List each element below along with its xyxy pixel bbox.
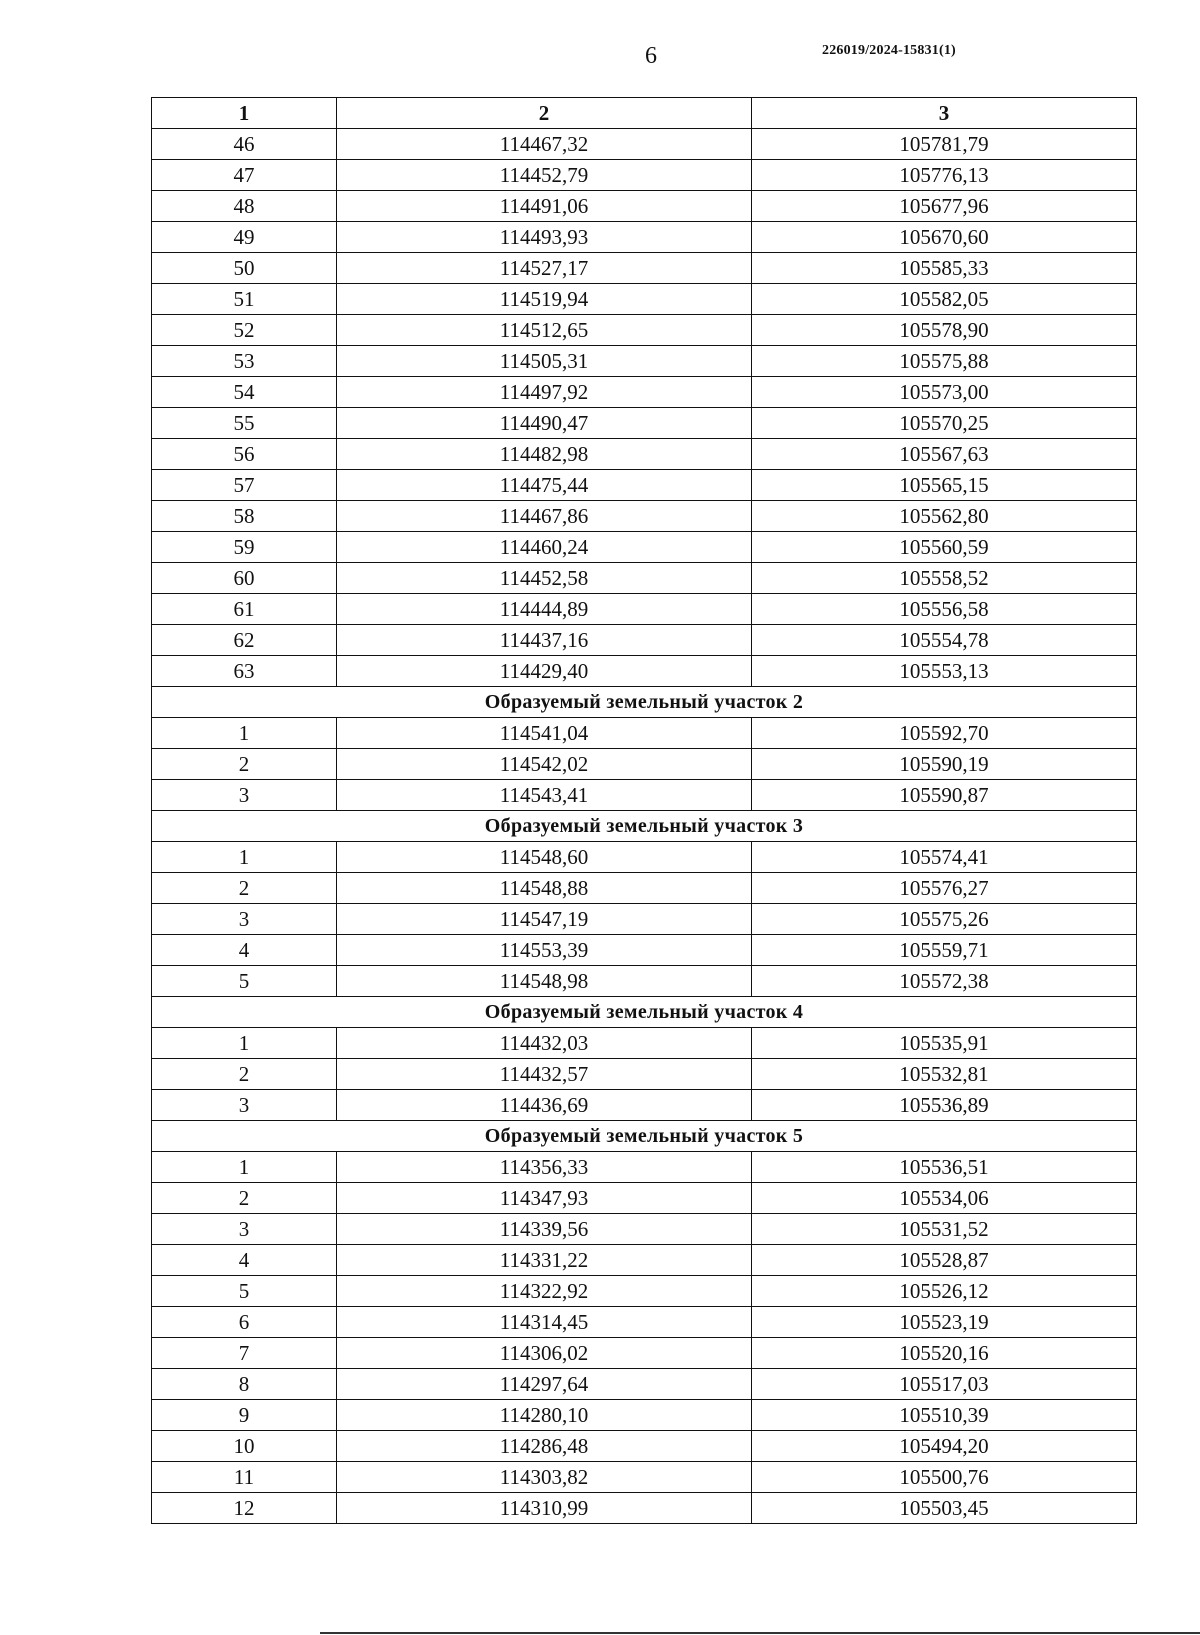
table-row <box>152 129 1137 160</box>
table-row <box>152 718 1137 749</box>
y-coordinate-cell: 105567,63 <box>752 439 1137 470</box>
table-row <box>152 966 1137 997</box>
y-coordinate-cell: 105585,33 <box>752 253 1137 284</box>
footer-rule <box>320 1632 1200 1634</box>
point-number-cell: 1 <box>152 842 337 873</box>
table-row <box>152 532 1137 563</box>
table-row <box>152 1462 1137 1493</box>
point-number-cell: 46 <box>152 129 337 160</box>
table-row <box>152 160 1137 191</box>
point-number-cell: 49 <box>152 222 337 253</box>
point-number-cell: 55 <box>152 408 337 439</box>
x-coordinate-cell: 114280,10 <box>337 1400 752 1431</box>
y-coordinate-cell: 105510,39 <box>752 1400 1137 1431</box>
point-number-cell: 9 <box>152 1400 337 1431</box>
table-row <box>152 377 1137 408</box>
table-row <box>152 439 1137 470</box>
point-number-cell: 52 <box>152 315 337 346</box>
y-coordinate-cell: 105553,13 <box>752 656 1137 687</box>
y-coordinate-cell: 105558,52 <box>752 563 1137 594</box>
y-coordinate-cell: 105534,06 <box>752 1183 1137 1214</box>
x-coordinate-cell: 114491,06 <box>337 191 752 222</box>
point-number-cell: 8 <box>152 1369 337 1400</box>
table-row <box>152 222 1137 253</box>
y-coordinate-cell: 105565,15 <box>752 470 1137 501</box>
y-coordinate-cell: 105535,91 <box>752 1028 1137 1059</box>
table-row <box>152 408 1137 439</box>
x-coordinate-cell: 114512,65 <box>337 315 752 346</box>
x-coordinate-cell: 114467,86 <box>337 501 752 532</box>
point-number-cell: 48 <box>152 191 337 222</box>
table-row <box>152 1400 1137 1431</box>
x-coordinate-cell: 114444,89 <box>337 594 752 625</box>
point-number-cell: 2 <box>152 749 337 780</box>
table-row <box>152 656 1137 687</box>
y-coordinate-cell: 105574,41 <box>752 842 1137 873</box>
section-header-row <box>152 687 1137 718</box>
table-row <box>152 284 1137 315</box>
x-coordinate-cell: 114548,88 <box>337 873 752 904</box>
y-coordinate-cell: 105582,05 <box>752 284 1137 315</box>
x-coordinate-cell: 114452,79 <box>337 160 752 191</box>
x-coordinate-cell: 114436,69 <box>337 1090 752 1121</box>
table-header <box>152 98 1137 129</box>
table-row <box>152 873 1137 904</box>
y-coordinate-cell: 105556,58 <box>752 594 1137 625</box>
table-row <box>152 842 1137 873</box>
coordinates-table <box>151 97 1137 1524</box>
table-row <box>152 253 1137 284</box>
point-number-cell: 1 <box>152 1152 337 1183</box>
table-row <box>152 1028 1137 1059</box>
x-coordinate-cell: 114553,39 <box>337 935 752 966</box>
y-coordinate-cell: 105590,87 <box>752 780 1137 811</box>
point-number-cell: 59 <box>152 532 337 563</box>
point-number-cell: 53 <box>152 346 337 377</box>
table-row <box>152 594 1137 625</box>
point-number-cell: 2 <box>152 1059 337 1090</box>
point-number-cell: 50 <box>152 253 337 284</box>
point-number-cell: 58 <box>152 501 337 532</box>
point-number-cell: 5 <box>152 1276 337 1307</box>
x-coordinate-cell: 114347,93 <box>337 1183 752 1214</box>
y-coordinate-cell: 105776,13 <box>752 160 1137 191</box>
y-coordinate-cell: 105562,80 <box>752 501 1137 532</box>
x-coordinate-cell: 114467,32 <box>337 129 752 160</box>
y-coordinate-cell: 105531,52 <box>752 1214 1137 1245</box>
y-coordinate-cell: 105520,16 <box>752 1338 1137 1369</box>
point-number-cell: 51 <box>152 284 337 315</box>
x-coordinate-cell: 114331,22 <box>337 1245 752 1276</box>
point-number-cell: 56 <box>152 439 337 470</box>
x-coordinate-cell: 114542,02 <box>337 749 752 780</box>
x-coordinate-cell: 114493,93 <box>337 222 752 253</box>
table-row <box>152 1493 1137 1524</box>
x-coordinate-cell: 114505,31 <box>337 346 752 377</box>
y-coordinate-cell: 105532,81 <box>752 1059 1137 1090</box>
table-row <box>152 501 1137 532</box>
x-coordinate-cell: 114322,92 <box>337 1276 752 1307</box>
y-coordinate-cell: 105575,88 <box>752 346 1137 377</box>
section-title: Образуемый земельный участок 5 <box>152 1121 1137 1152</box>
y-coordinate-cell: 105523,19 <box>752 1307 1137 1338</box>
table-row <box>152 1276 1137 1307</box>
point-number-cell: 3 <box>152 1214 337 1245</box>
x-coordinate-cell: 114548,98 <box>337 966 752 997</box>
column-header-y: 3 <box>752 98 1137 129</box>
y-coordinate-cell: 105576,27 <box>752 873 1137 904</box>
point-number-cell: 11 <box>152 1462 337 1493</box>
point-number-cell: 7 <box>152 1338 337 1369</box>
column-header-point: 1 <box>152 98 337 129</box>
table-row <box>152 1059 1137 1090</box>
x-coordinate-cell: 114314,45 <box>337 1307 752 1338</box>
table-row <box>152 346 1137 377</box>
y-coordinate-cell: 105781,79 <box>752 129 1137 160</box>
section-header-row <box>152 997 1137 1028</box>
section-title: Образуемый земельный участок 4 <box>152 997 1137 1028</box>
x-coordinate-cell: 114286,48 <box>337 1431 752 1462</box>
point-number-cell: 4 <box>152 935 337 966</box>
table-row <box>152 1369 1137 1400</box>
x-coordinate-cell: 114310,99 <box>337 1493 752 1524</box>
table-row <box>152 1183 1137 1214</box>
y-coordinate-cell: 105503,45 <box>752 1493 1137 1524</box>
section-header-row <box>152 811 1137 842</box>
y-coordinate-cell: 105670,60 <box>752 222 1137 253</box>
point-number-cell: 3 <box>152 1090 337 1121</box>
x-coordinate-cell: 114306,02 <box>337 1338 752 1369</box>
y-coordinate-cell: 105536,51 <box>752 1152 1137 1183</box>
table-body <box>152 129 1137 1524</box>
table-row <box>152 1152 1137 1183</box>
table-header-row <box>152 98 1137 129</box>
y-coordinate-cell: 105559,71 <box>752 935 1137 966</box>
column-header-x: 2 <box>337 98 752 129</box>
y-coordinate-cell: 105590,19 <box>752 749 1137 780</box>
point-number-cell: 10 <box>152 1431 337 1462</box>
x-coordinate-cell: 114548,60 <box>337 842 752 873</box>
point-number-cell: 63 <box>152 656 337 687</box>
y-coordinate-cell: 105554,78 <box>752 625 1137 656</box>
x-coordinate-cell: 114339,56 <box>337 1214 752 1245</box>
y-coordinate-cell: 105517,03 <box>752 1369 1137 1400</box>
x-coordinate-cell: 114452,58 <box>337 563 752 594</box>
x-coordinate-cell: 114437,16 <box>337 625 752 656</box>
table-row <box>152 563 1137 594</box>
x-coordinate-cell: 114460,24 <box>337 532 752 563</box>
point-number-cell: 5 <box>152 966 337 997</box>
point-number-cell: 61 <box>152 594 337 625</box>
x-coordinate-cell: 114497,92 <box>337 377 752 408</box>
table-row <box>152 749 1137 780</box>
x-coordinate-cell: 114432,57 <box>337 1059 752 1090</box>
table-row <box>152 1090 1137 1121</box>
x-coordinate-cell: 114527,17 <box>337 253 752 284</box>
y-coordinate-cell: 105500,76 <box>752 1462 1137 1493</box>
table-row <box>152 625 1137 656</box>
y-coordinate-cell: 105592,70 <box>752 718 1137 749</box>
table-row <box>152 1214 1137 1245</box>
y-coordinate-cell: 105578,90 <box>752 315 1137 346</box>
x-coordinate-cell: 114519,94 <box>337 284 752 315</box>
point-number-cell: 54 <box>152 377 337 408</box>
table-row <box>152 1431 1137 1462</box>
x-coordinate-cell: 114475,44 <box>337 470 752 501</box>
y-coordinate-cell: 105570,25 <box>752 408 1137 439</box>
x-coordinate-cell: 114297,64 <box>337 1369 752 1400</box>
section-header-row <box>152 1121 1137 1152</box>
y-coordinate-cell: 105528,87 <box>752 1245 1137 1276</box>
document-number: 226019/2024-15831(1) <box>822 43 956 58</box>
point-number-cell: 1 <box>152 718 337 749</box>
point-number-cell: 60 <box>152 563 337 594</box>
point-number-cell: 4 <box>152 1245 337 1276</box>
point-number-cell: 1 <box>152 1028 337 1059</box>
y-coordinate-cell: 105572,38 <box>752 966 1137 997</box>
y-coordinate-cell: 105560,59 <box>752 532 1137 563</box>
x-coordinate-cell: 114303,82 <box>337 1462 752 1493</box>
y-coordinate-cell: 105494,20 <box>752 1431 1137 1462</box>
section-title: Образуемый земельный участок 3 <box>152 811 1137 842</box>
x-coordinate-cell: 114432,03 <box>337 1028 752 1059</box>
x-coordinate-cell: 114547,19 <box>337 904 752 935</box>
y-coordinate-cell: 105573,00 <box>752 377 1137 408</box>
y-coordinate-cell: 105575,26 <box>752 904 1137 935</box>
x-coordinate-cell: 114490,47 <box>337 408 752 439</box>
table-row <box>152 470 1137 501</box>
point-number-cell: 3 <box>152 780 337 811</box>
page-number: 6 <box>645 43 657 69</box>
table-row <box>152 1338 1137 1369</box>
point-number-cell: 62 <box>152 625 337 656</box>
table-row <box>152 315 1137 346</box>
x-coordinate-cell: 114356,33 <box>337 1152 752 1183</box>
table-row <box>152 1245 1137 1276</box>
point-number-cell: 47 <box>152 160 337 191</box>
x-coordinate-cell: 114429,40 <box>337 656 752 687</box>
table-row <box>152 904 1137 935</box>
x-coordinate-cell: 114541,04 <box>337 718 752 749</box>
table-row <box>152 1307 1137 1338</box>
point-number-cell: 2 <box>152 873 337 904</box>
table-row <box>152 780 1137 811</box>
y-coordinate-cell: 105526,12 <box>752 1276 1137 1307</box>
point-number-cell: 57 <box>152 470 337 501</box>
section-title: Образуемый земельный участок 2 <box>152 687 1137 718</box>
x-coordinate-cell: 114543,41 <box>337 780 752 811</box>
point-number-cell: 2 <box>152 1183 337 1214</box>
point-number-cell: 6 <box>152 1307 337 1338</box>
table-row <box>152 191 1137 222</box>
y-coordinate-cell: 105536,89 <box>752 1090 1137 1121</box>
x-coordinate-cell: 114482,98 <box>337 439 752 470</box>
y-coordinate-cell: 105677,96 <box>752 191 1137 222</box>
table-row <box>152 935 1137 966</box>
point-number-cell: 3 <box>152 904 337 935</box>
point-number-cell: 12 <box>152 1493 337 1524</box>
